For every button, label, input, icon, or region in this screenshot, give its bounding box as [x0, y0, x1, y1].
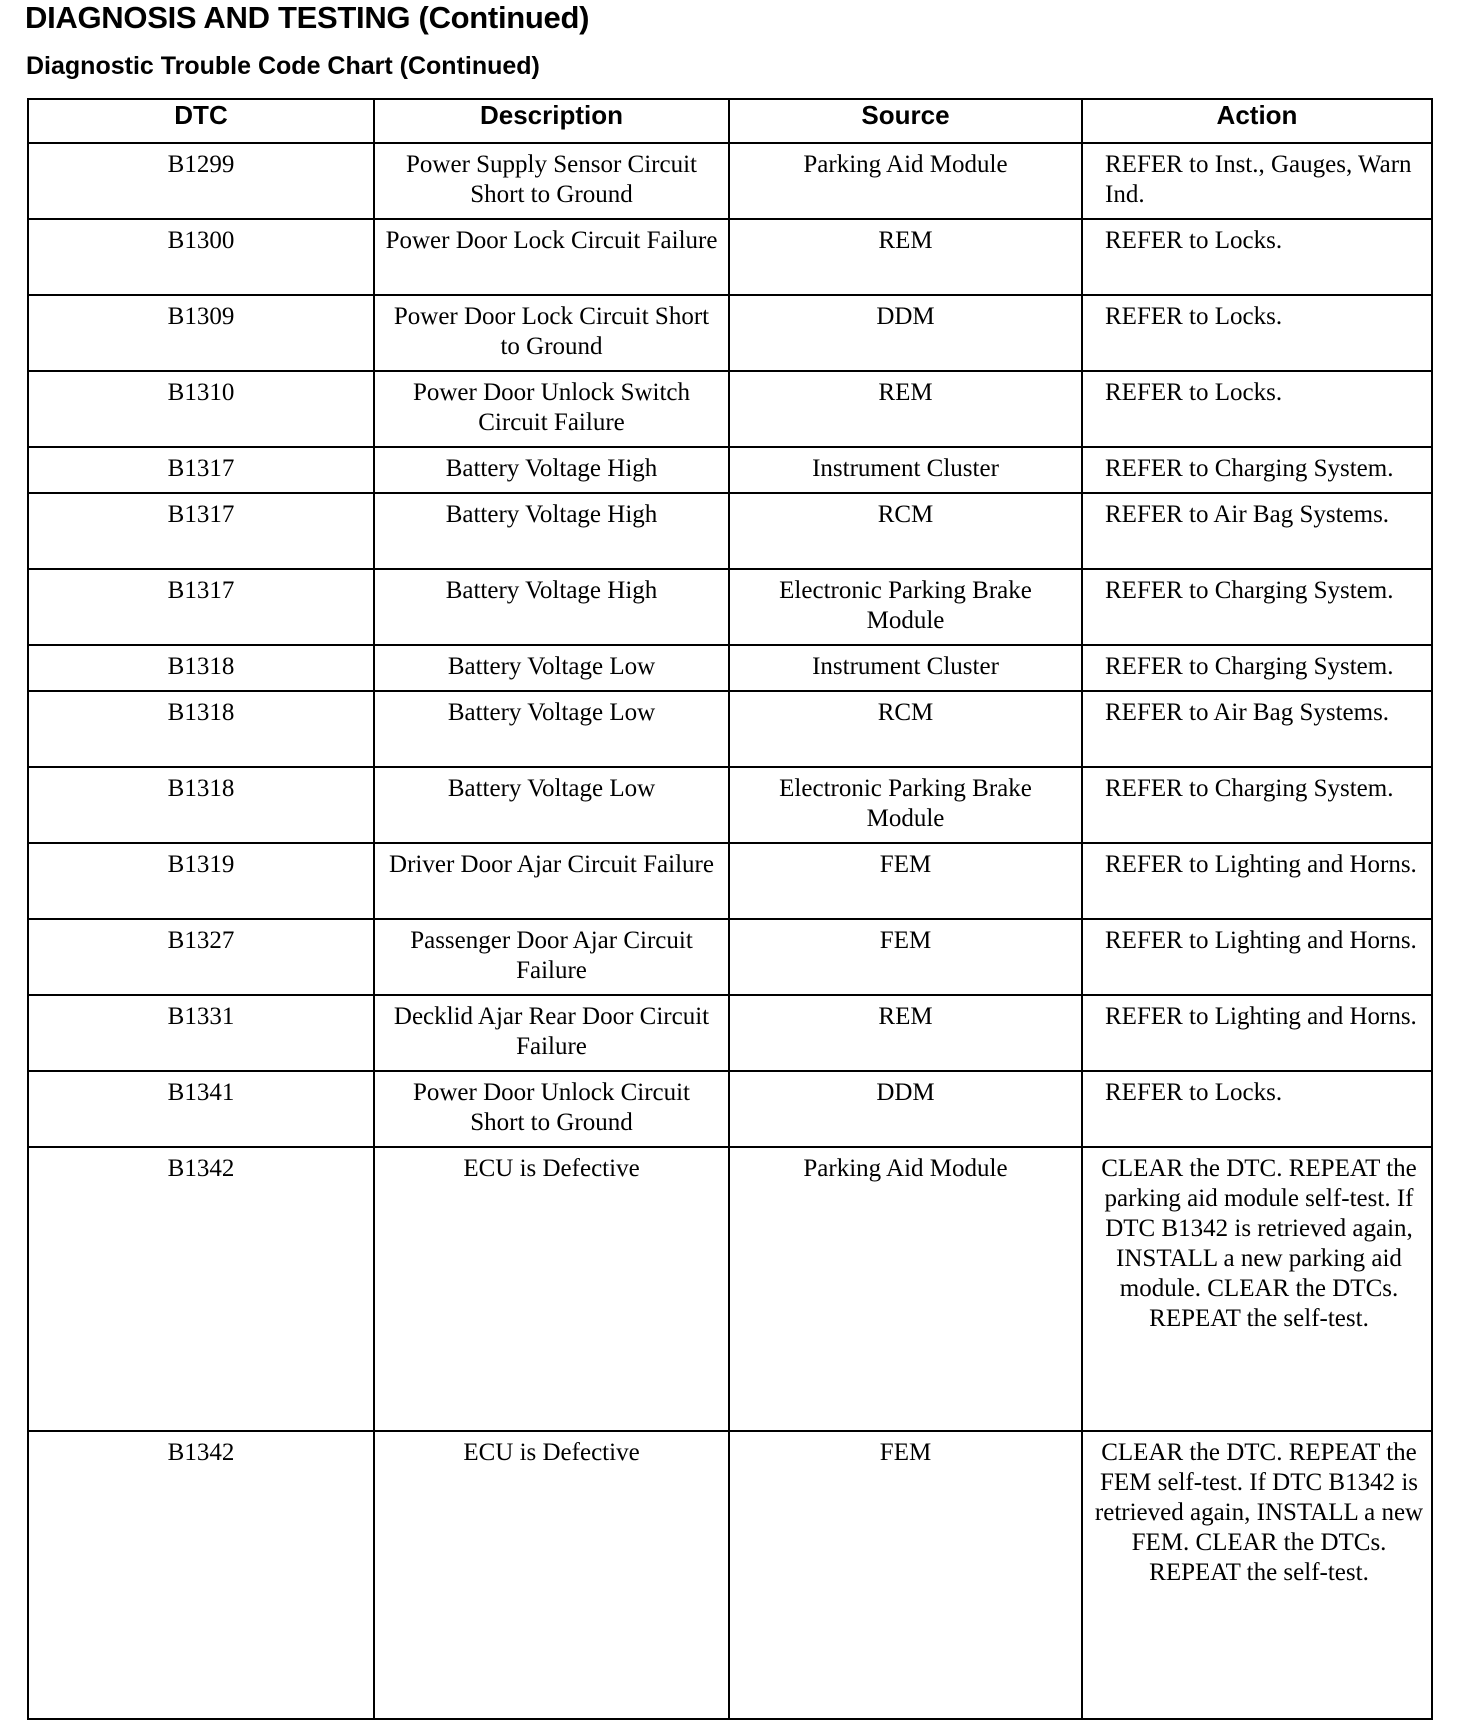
action-cell: REFER to Locks. [1082, 219, 1432, 295]
table-row [28, 447, 1432, 493]
action-cell: REFER to Air Bag Systems. [1082, 493, 1432, 569]
table-row [28, 143, 1432, 219]
table-row [28, 1431, 1432, 1719]
action-cell: REFER to Locks. [1082, 1071, 1432, 1147]
table-row [28, 295, 1432, 371]
dtc-cell: B1342 [28, 1147, 374, 1431]
description-cell: Driver Door Ajar Circuit Failure [374, 843, 729, 919]
dtc-cell: B1318 [28, 645, 374, 691]
action-cell: REFER to Locks. [1082, 371, 1432, 447]
column-header-source: Source [729, 99, 1082, 143]
action-cell: CLEAR the DTC. REPEAT the parking aid module self-test. If DTC B1342 is retrieved again, INSTALL a new parking aid module. CLEAR the DTCs. REPEAT the self-test. [1082, 1147, 1432, 1431]
source-cell: FEM [729, 843, 1082, 919]
dtc-cell: B1310 [28, 371, 374, 447]
source-cell: REM [729, 219, 1082, 295]
column-header-action: Action [1082, 99, 1432, 143]
source-cell: FEM [729, 919, 1082, 995]
dtc-cell: B1331 [28, 995, 374, 1071]
description-cell: Battery Voltage High [374, 493, 729, 569]
table-row [28, 371, 1432, 447]
source-cell: Electronic Parking Brake Module [729, 569, 1082, 645]
description-cell: ECU is Defective [374, 1147, 729, 1431]
action-cell: REFER to Inst., Gauges, Warn Ind. [1082, 143, 1432, 219]
table-row [28, 1147, 1432, 1431]
table-row [28, 219, 1432, 295]
source-cell: Instrument Cluster [729, 447, 1082, 493]
dtc-cell: B1300 [28, 219, 374, 295]
action-cell: REFER to Lighting and Horns. [1082, 843, 1432, 919]
column-header-description: Description [374, 99, 729, 143]
source-cell: DDM [729, 295, 1082, 371]
description-cell: Battery Voltage Low [374, 691, 729, 767]
dtc-cell: B1299 [28, 143, 374, 219]
source-cell: REM [729, 371, 1082, 447]
source-cell: RCM [729, 493, 1082, 569]
dtc-cell: B1341 [28, 1071, 374, 1147]
dtc-cell: B1319 [28, 843, 374, 919]
table-row [28, 1071, 1432, 1147]
dtc-cell: B1317 [28, 569, 374, 645]
description-cell: Passenger Door Ajar Circuit Failure [374, 919, 729, 995]
dtc-cell: B1342 [28, 1431, 374, 1719]
dtc-chart-table [27, 98, 1433, 1720]
action-cell: REFER to Charging System. [1082, 447, 1432, 493]
action-cell: REFER to Air Bag Systems. [1082, 691, 1432, 767]
table-row [28, 493, 1432, 569]
description-cell: Decklid Ajar Rear Door Circuit Failure [374, 995, 729, 1071]
description-cell: Battery Voltage Low [374, 767, 729, 843]
action-cell: REFER to Charging System. [1082, 645, 1432, 691]
action-cell: REFER to Lighting and Horns. [1082, 995, 1432, 1071]
action-cell: REFER to Locks. [1082, 295, 1432, 371]
description-cell: Battery Voltage Low [374, 645, 729, 691]
dtc-cell: B1327 [28, 919, 374, 995]
dtc-cell: B1309 [28, 295, 374, 371]
page-title: DIAGNOSIS AND TESTING (Continued) [25, 0, 590, 35]
description-cell: Power Supply Sensor Circuit Short to Ground [374, 143, 729, 219]
action-cell: REFER to Lighting and Horns. [1082, 919, 1432, 995]
column-header-dtc: DTC [28, 99, 374, 143]
description-cell: Power Door Lock Circuit Failure [374, 219, 729, 295]
action-cell: CLEAR the DTC. REPEAT the FEM self-test. If DTC B1342 is retrieved again, INSTALL a new FEM. CLEAR the DTCs. REPEAT the self-test. [1082, 1431, 1432, 1719]
action-cell: REFER to Charging System. [1082, 569, 1432, 645]
description-cell: Power Door Unlock Switch Circuit Failure [374, 371, 729, 447]
dtc-cell: B1317 [28, 447, 374, 493]
table-header-row [28, 99, 1432, 143]
table-row [28, 843, 1432, 919]
description-cell: Power Door Lock Circuit Short to Ground [374, 295, 729, 371]
description-cell: Battery Voltage High [374, 447, 729, 493]
table-row [28, 995, 1432, 1071]
table-row [28, 569, 1432, 645]
action-cell: REFER to Charging System. [1082, 767, 1432, 843]
table-row [28, 691, 1432, 767]
table-row [28, 645, 1432, 691]
source-cell: Instrument Cluster [729, 645, 1082, 691]
table-row [28, 919, 1432, 995]
dtc-cell: B1317 [28, 493, 374, 569]
source-cell: Electronic Parking Brake Module [729, 767, 1082, 843]
section-title: Diagnostic Trouble Code Chart (Continued) [26, 52, 540, 80]
table-row [28, 767, 1432, 843]
source-cell: DDM [729, 1071, 1082, 1147]
description-cell: Battery Voltage High [374, 569, 729, 645]
description-cell: ECU is Defective [374, 1431, 729, 1719]
source-cell: RCM [729, 691, 1082, 767]
description-cell: Power Door Unlock Circuit Short to Ground [374, 1071, 729, 1147]
source-cell: REM [729, 995, 1082, 1071]
dtc-cell: B1318 [28, 691, 374, 767]
dtc-cell: B1318 [28, 767, 374, 843]
source-cell: Parking Aid Module [729, 1147, 1082, 1431]
source-cell: FEM [729, 1431, 1082, 1719]
source-cell: Parking Aid Module [729, 143, 1082, 219]
